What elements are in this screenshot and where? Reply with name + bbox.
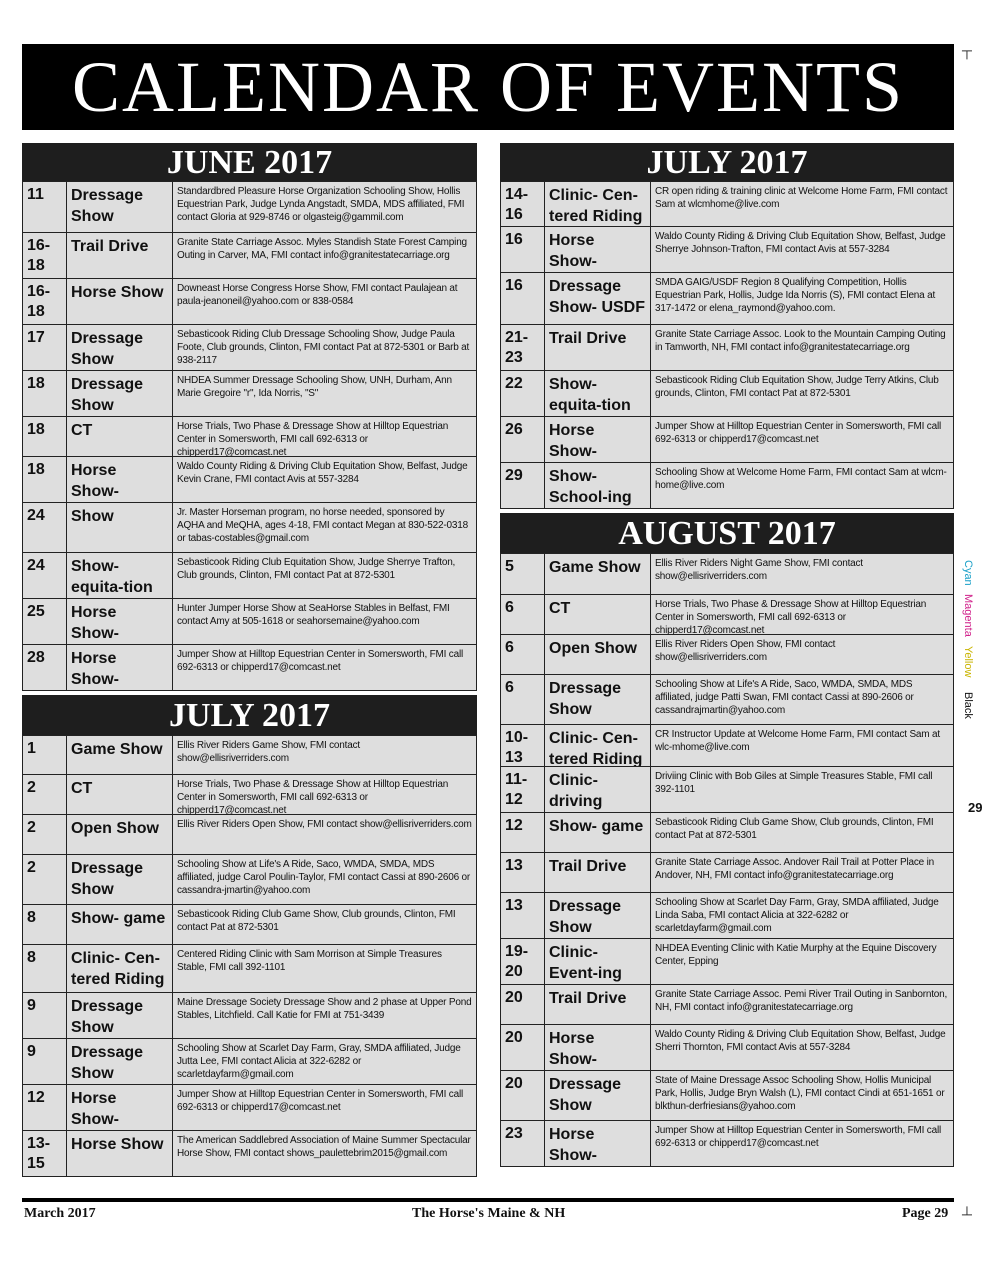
event-date: 6 (501, 635, 545, 674)
event-description: Waldo County Riding & Driving Club Equitation Show, Belfast, Judge Sherrye Johnson-Trafton, FMI contact Avis at 557-3284 (655, 231, 946, 255)
event-type: Clinic- driving (545, 767, 651, 812)
event-date: 23 (501, 1121, 545, 1166)
event-row (22, 993, 477, 1039)
event-date: 16-18 (23, 279, 67, 324)
event-type: Horse Show- (67, 1085, 173, 1130)
event-type: CT (67, 775, 173, 814)
event-type: Clinic- Event-ing (545, 939, 651, 984)
event-description: The American Saddlebred Association of Maine Summer Spectacular Horse Show, FMI contact shows_paulettebrim2015@gmail.com (177, 1135, 471, 1159)
footer-rule (22, 1198, 954, 1202)
cyan-label: Cyan (962, 560, 974, 586)
event-date: 9 (23, 993, 67, 1038)
event-type: Dressage Show (545, 1071, 651, 1120)
footer-page: Page 29 (902, 1206, 949, 1221)
event-date: 13-15 (23, 1131, 67, 1176)
month-heading: JULY 2017 (22, 695, 477, 735)
event-description: Horse Trials, Two Phase & Dressage Show at Hilltop Equestrian Center in Somersworth, FMI call 692-6313 or chipperd17@comcast.net (177, 779, 449, 814)
side-page-number: 29 (968, 800, 983, 815)
event-type: Horse Show- (67, 645, 173, 690)
event-row (500, 985, 954, 1025)
event-row (500, 417, 954, 463)
event-type: Dressage Show (67, 993, 173, 1038)
event-date: 16 (501, 227, 545, 272)
crop-mark-bottom: ┴ (962, 1206, 972, 1222)
event-type: Dressage Show (67, 855, 173, 904)
event-description: Driviing Clinic with Bob Giles at Simple Treasures Stable, FMI call 392-1101 (655, 771, 933, 795)
event-row (500, 813, 954, 853)
event-type: Show- equita-tion (67, 553, 173, 598)
event-row (500, 273, 954, 325)
event-description: Hunter Jumper Horse Show at SeaHorse Stables in Belfast, FMI contact Amy at 505-1618 or seahorsemaine@yahoo.com (177, 603, 450, 627)
event-description: Schooling Show at Scarlet Day Farm, Gray, SMDA affiliated, Judge Jutta Lee, FMI contact Alicia at 322-6282 or scarletdayfarm@gmail.com (177, 1043, 461, 1080)
event-date: 25 (23, 599, 67, 644)
event-type: CT (67, 417, 173, 456)
event-description: Ellis River Riders Game Show, FMI contact show@ellisriverriders.com (177, 740, 360, 764)
event-date: 18 (23, 371, 67, 416)
event-type: Horse Show- (545, 1025, 651, 1070)
event-row (22, 457, 477, 503)
event-type: Clinic- Cen-tered Riding (545, 182, 651, 226)
event-date: 19-20 (501, 939, 545, 984)
event-date: 6 (501, 675, 545, 724)
month-heading: JUNE 2017 (22, 143, 477, 181)
event-type: Horse Show (67, 279, 173, 324)
event-description: Ellis River Riders Open Show, FMI contact show@ellisriverriders.com (655, 639, 836, 663)
event-date: 11 (23, 182, 67, 232)
event-type: Dressage Show- USDF (545, 273, 651, 324)
event-row (500, 371, 954, 417)
event-description: Maine Dressage Society Dressage Show and 2 phase at Upper Pond Stables, Litchfield. Call Katie for FMI at 751-3439 (177, 997, 472, 1021)
event-description: Waldo County Riding & Driving Club Equitation Show, Belfast, Judge Sherri Thornton, FMI contact Avis at 557-3284 (655, 1029, 946, 1053)
event-row (22, 735, 477, 775)
event-description: Jumper Show at Hilltop Equestrian Center in Somersworth, FMI call 692-6313 or chipperd17@comcast.net (177, 649, 464, 673)
yellow-label: Yellow (962, 646, 974, 678)
event-description: Jr. Master Horseman program, no horse needed, sponsored by AQHA and MeQHA, ages 4-18, FMI contact Megan at 830-522-0318 or tabas-costables@gmail.com (177, 507, 468, 544)
event-date: 11-12 (501, 767, 545, 812)
event-type: Trail Drive (545, 325, 651, 370)
event-row (500, 635, 954, 675)
event-type: Trail Drive (545, 985, 651, 1024)
event-description: Sebasticook Riding Club Game Show, Club grounds, Clinton, FMI contact Pat at 872-5301 (655, 817, 934, 841)
event-type: Horse Show- (67, 457, 173, 502)
event-type: Horse Show- (545, 1121, 651, 1166)
event-row (500, 1071, 954, 1121)
event-description: Sebasticook Riding Club Equitation Show, Judge Sherrye Trafton, Club grounds, Clinton, FMI contact Pat at 872-5301 (177, 557, 456, 581)
event-row (22, 599, 477, 645)
event-row (22, 645, 477, 691)
event-row (500, 939, 954, 985)
event-type: Trail Drive (545, 853, 651, 892)
event-date: 29 (501, 463, 545, 508)
event-type: Dressage Show (545, 893, 651, 938)
event-row (22, 181, 477, 233)
event-row (500, 1121, 954, 1167)
event-date: 20 (501, 1025, 545, 1070)
event-description: Sebasticook Riding Club Game Show, Club grounds, Clinton, FMI contact Pat at 872-5301 (177, 909, 456, 933)
event-type: Game Show (67, 736, 173, 774)
event-row (500, 553, 954, 595)
event-date: 13 (501, 853, 545, 892)
event-row (22, 553, 477, 599)
event-type: Show- equita-tion (545, 371, 651, 416)
event-type: Dressage Show (67, 1039, 173, 1084)
event-row (500, 463, 954, 509)
event-date: 20 (501, 1071, 545, 1120)
event-date: 5 (501, 554, 545, 594)
event-row (500, 1025, 954, 1071)
event-type: Open Show (545, 635, 651, 674)
event-date: 20 (501, 985, 545, 1024)
event-row (500, 675, 954, 725)
event-type: Dressage Show (67, 182, 173, 232)
event-date: 1 (23, 736, 67, 774)
event-type: Horse Show- (545, 417, 651, 462)
event-row (500, 893, 954, 939)
event-description: Horse Trials, Two Phase & Dressage Show at Hilltop Equestrian Center in Somersworth, FMI call 692-6313 or chipperd17@comcast.net (655, 599, 927, 634)
event-type: Show (67, 503, 173, 552)
event-type: Dressage Show (67, 371, 173, 416)
event-type: Show- School-ing (545, 463, 651, 508)
event-row (22, 945, 477, 993)
event-type: Dressage Show (67, 325, 173, 370)
crop-mark-top: ┬ (962, 42, 972, 58)
event-row (22, 905, 477, 945)
event-row (500, 595, 954, 635)
event-description: Granite State Carriage Assoc. Andover Rail Trail at Potter Place in Andover, NH, FMI contact info@granitestatecarriage.org (655, 857, 934, 881)
event-date: 28 (23, 645, 67, 690)
event-description: Sebasticook Riding Club Dressage Schooling Show, Judge Paula Foote, Club grounds, Clinton, FMI contact Pat at 872-5301 or Barb at 938-2117 (177, 329, 470, 366)
event-row (500, 853, 954, 893)
event-date: 12 (501, 813, 545, 852)
event-date: 13 (501, 893, 545, 938)
event-row (500, 227, 954, 273)
event-description: CR Instructor Update at Welcome Home Farm, FMI contact Sam at wlc-mhome@live.com (655, 729, 940, 753)
event-description: NHDEA Eventing Clinic with Katie Murphy at the Equine Discovery Center, Epping (655, 943, 937, 967)
event-date: 6 (501, 595, 545, 634)
event-date: 9 (23, 1039, 67, 1084)
event-row (22, 503, 477, 553)
event-description: Schooling Show at Life's A Ride, Saco, WMDA, SMDA, MDS affiliated, judge Carol Poulin-Taylor, FMI contact Cassi at 890-2606 or cassandra-jmartin@yahoo.com (177, 859, 470, 896)
event-description: Downeast Horse Congress Horse Show, FMI contact Paulajean at paula-jeanoneil@yahoo.com or 838-0584 (177, 283, 458, 307)
footer-date: March 2017 (24, 1206, 96, 1221)
event-row (500, 767, 954, 813)
event-description: Granite State Carriage Assoc. Pemi River Trail Outing in Sanbornton, NH, FMI contact info@granitestatecarriage.org (655, 989, 948, 1013)
page-banner-title: CALENDAR OF EVENTS (22, 44, 954, 130)
right-column (500, 143, 954, 1167)
event-date: 18 (23, 417, 67, 456)
month-heading: AUGUST 2017 (500, 513, 954, 553)
event-date: 24 (23, 503, 67, 552)
event-description: NHDEA Summer Dressage Schooling Show, UNH, Durham, Ann Marie Gregoire "r", Ida Norris, "S" (177, 375, 452, 399)
event-type: Horse Show (67, 1131, 173, 1176)
event-row (22, 1131, 477, 1177)
event-row (22, 1039, 477, 1085)
event-row (500, 181, 954, 227)
event-description: Jumper Show at Hilltop Equestrian Center in Somersworth, FMI call 692-6313 or chipperd17@comcast.net (655, 421, 942, 445)
magenta-label: Magenta (962, 594, 974, 637)
event-description: Granite State Carriage Assoc. Myles Standish State Forest Camping Outing in Carver, MA, FMI contact info@granitestatecarriage.org (177, 237, 467, 261)
event-type: Show- game (67, 905, 173, 944)
event-type: Open Show (67, 815, 173, 854)
event-date: 2 (23, 815, 67, 854)
footer-publication: The Horse's Maine & NH (412, 1206, 566, 1221)
event-date: 14-16 (501, 182, 545, 226)
event-date: 26 (501, 417, 545, 462)
event-date: 22 (501, 371, 545, 416)
event-description: SMDA GAIG/USDF Region 8 Qualifying Competition, Hollis Equestrian Park, Hollis, Judge Ida Norris (S), FMI contact Elena at 317-1472 or elena_raymond@yahoo.com. (655, 277, 936, 314)
event-type: Show- game (545, 813, 651, 852)
event-date: 10-13 (501, 725, 545, 766)
event-row (22, 1085, 477, 1131)
event-description: Horse Trials, Two Phase & Dressage Show at Hilltop Equestrian Center in Somersworth, FMI call 692-6313 or chipperd17@comcast.net (177, 421, 449, 456)
color-registration-labels (958, 560, 978, 740)
event-row (500, 725, 954, 767)
event-row (22, 325, 477, 371)
event-date: 8 (23, 905, 67, 944)
event-row (22, 815, 477, 855)
event-date: 8 (23, 945, 67, 992)
event-row (22, 855, 477, 905)
event-description: Schooling Show at Life's A Ride, Saco, WMDA, SMDA, MDS affiliated, judge Patti Swan, FMI contact Cassi at 890-2606 or cassandrajmartin@yahoo.com (655, 679, 914, 716)
event-description: Schooling Show at Scarlet Day Farm, Gray, SMDA affiliated, Judge Linda Saba, FMI contact Alicia at 322-6282 or scarletdayfarm@gmail.com (655, 897, 939, 934)
event-type: Dressage Show (545, 675, 651, 724)
event-type: Horse Show- (67, 599, 173, 644)
event-date: 2 (23, 855, 67, 904)
event-description: Granite State Carriage Assoc. Look to the Mountain Camping Outing in Tamworth, NH, FMI contact info@granitestatecarriage.org (655, 329, 946, 353)
event-description: Jumper Show at Hilltop Equestrian Center in Somersworth, FMI call 692-6313 or chipperd17@comcast.net (177, 1089, 464, 1113)
event-type: Clinic- Cen-tered Riding (545, 725, 651, 766)
event-date: 18 (23, 457, 67, 502)
event-date: 16-18 (23, 233, 67, 278)
black-label: Black (962, 692, 974, 719)
event-description: CR open riding & training clinic at Welcome Home Farm, FMI contact Sam at wlcmhome@live.com (655, 186, 948, 210)
event-description: Schooling Show at Welcome Home Farm, FMI contact Sam at wlcm-home@live.com (655, 467, 947, 491)
event-row (22, 279, 477, 325)
event-description: Jumper Show at Hilltop Equestrian Center in Somersworth, FMI call 692-6313 or chipperd17@comcast.net (655, 1125, 942, 1149)
event-row (500, 325, 954, 371)
event-row (22, 371, 477, 417)
month-heading: JULY 2017 (500, 143, 954, 181)
event-type: Trail Drive (67, 233, 173, 278)
event-row (22, 417, 477, 457)
event-description: Sebasticook Riding Club Equitation Show, Judge Terry Atkins, Club grounds, Clinton, FMI contact Pat at 872-5301 (655, 375, 939, 399)
event-description: State of Maine Dressage Assoc Schooling Show, Hollis Municipal Park, Hollis, Judge Bryn Walsh (L), FMI contact Cindi at 651-1651 or blkthun-derfriesians@yahoo.com (655, 1075, 945, 1112)
event-row (22, 775, 477, 815)
event-date: 17 (23, 325, 67, 370)
event-type: Horse Show- (545, 227, 651, 272)
event-description: Standardbred Pleasure Horse Organization Schooling Show, Hollis Equestrian Park, Judge Lynda Angstadt, SMDA, MDS affiliated, FMI contact Gloria at 929-8746 or olgasteig@gammil.com (177, 186, 465, 223)
event-type: Clinic- Cen-tered Riding (67, 945, 173, 992)
event-description: Ellis River Riders Night Game Show, FMI contact show@ellisriverriders.com (655, 558, 863, 582)
event-date: 2 (23, 775, 67, 814)
event-date: 21-23 (501, 325, 545, 370)
event-type: CT (545, 595, 651, 634)
left-column (22, 143, 477, 1177)
event-row (22, 233, 477, 279)
event-description: Centered Riding Clinic with Sam Morrison at Simple Treasures Stable, FMI call 392-1101 (177, 949, 442, 973)
event-type: Game Show (545, 554, 651, 594)
event-date: 12 (23, 1085, 67, 1130)
event-date: 24 (23, 553, 67, 598)
event-description: Ellis River Riders Open Show, FMI contact show@ellisriverriders.com (177, 819, 472, 830)
event-description: Waldo County Riding & Driving Club Equitation Show, Belfast, Judge Kevin Crane, FMI contact Avis at 557-3284 (177, 461, 468, 485)
event-date: 16 (501, 273, 545, 324)
